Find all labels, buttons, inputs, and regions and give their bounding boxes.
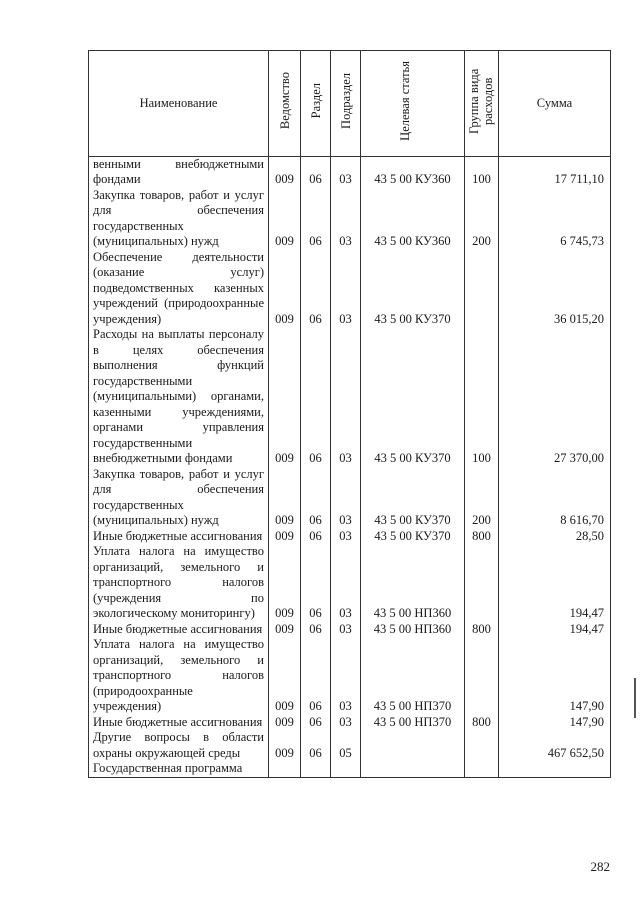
cell-section — [301, 761, 331, 777]
cell-subsection: 03 — [331, 327, 361, 467]
budget-table — [88, 50, 611, 778]
cell-dept: 009 — [269, 250, 301, 328]
header-dept-cell — [269, 51, 301, 157]
cell-subsection: 03 — [331, 544, 361, 622]
cell-dept: 009 — [269, 156, 301, 188]
cell-sum: 28,50 — [499, 529, 611, 545]
scan-edge-mark — [634, 678, 636, 718]
cell-target: 43 5 00 КУ370 — [361, 467, 465, 529]
cell-target — [361, 761, 465, 777]
table-row — [89, 327, 611, 467]
header-dept: Ведомство — [277, 72, 292, 130]
header-group: Группа вида расходов — [466, 68, 495, 134]
cell-group: 800 — [465, 529, 499, 545]
table-row — [89, 188, 611, 250]
cell-section: 06 — [301, 188, 331, 250]
cell-group — [465, 730, 499, 761]
cell-target: 43 5 00 КУ360 — [361, 188, 465, 250]
table-row — [89, 715, 611, 731]
table-row — [89, 761, 611, 777]
cell-name: Государственная программа — [89, 761, 269, 777]
header-group-cell — [465, 51, 499, 157]
cell-group: 800 — [465, 715, 499, 731]
cell-dept: 009 — [269, 529, 301, 545]
cell-sum — [499, 761, 611, 777]
cell-group: 100 — [465, 327, 499, 467]
cell-name: венными внебюджетными фондами — [89, 156, 269, 188]
cell-group — [465, 637, 499, 715]
cell-subsection: 03 — [331, 715, 361, 731]
cell-subsection: 03 — [331, 529, 361, 545]
table-row — [89, 156, 611, 188]
cell-sum: 194,47 — [499, 544, 611, 622]
cell-name: Закупка товаров, работ и услуг для обеспечения государственных (муниципальных) нужд — [89, 188, 269, 250]
cell-sum: 27 370,00 — [499, 327, 611, 467]
cell-dept: 009 — [269, 715, 301, 731]
cell-target: 43 5 00 КУ370 — [361, 327, 465, 467]
cell-target: 43 5 00 КУ360 — [361, 156, 465, 188]
cell-dept: 009 — [269, 327, 301, 467]
cell-sum: 467 652,50 — [499, 730, 611, 761]
cell-name: Уплата налога на имущество организаций, земельного и транспортного налогов (природоохранные учреждения) — [89, 637, 269, 715]
cell-target: 43 5 00 КУ370 — [361, 529, 465, 545]
cell-dept: 009 — [269, 637, 301, 715]
header-section-cell — [301, 51, 331, 157]
cell-sum: 6 745,73 — [499, 188, 611, 250]
cell-group: 100 — [465, 156, 499, 188]
cell-name: Расходы на выплаты персоналу в целях обеспечения выполнения функций государственными (муниципальными) органами, казенными учреждениями, органами управления государственными внебюджетными фондами — [89, 327, 269, 467]
table-row — [89, 622, 611, 638]
table-row — [89, 250, 611, 328]
cell-name: Иные бюджетные ассигнования — [89, 529, 269, 545]
cell-sum: 147,90 — [499, 715, 611, 731]
cell-dept: 009 — [269, 467, 301, 529]
cell-subsection: 03 — [331, 250, 361, 328]
cell-dept — [269, 761, 301, 777]
cell-subsection: 03 — [331, 622, 361, 638]
cell-dept: 009 — [269, 622, 301, 638]
cell-sum: 36 015,20 — [499, 250, 611, 328]
cell-group: 200 — [465, 188, 499, 250]
header-section: Раздел — [308, 83, 323, 119]
cell-group: 200 — [465, 467, 499, 529]
cell-group: 800 — [465, 622, 499, 638]
cell-name: Иные бюджетные ассигнования — [89, 622, 269, 638]
cell-section: 06 — [301, 730, 331, 761]
cell-group — [465, 544, 499, 622]
cell-dept: 009 — [269, 730, 301, 761]
cell-subsection: 03 — [331, 467, 361, 529]
cell-section: 06 — [301, 156, 331, 188]
cell-sum: 8 616,70 — [499, 467, 611, 529]
cell-section: 06 — [301, 327, 331, 467]
cell-section: 06 — [301, 715, 331, 731]
table-row — [89, 529, 611, 545]
table-row — [89, 637, 611, 715]
cell-subsection: 03 — [331, 188, 361, 250]
cell-target: 43 5 00 НП370 — [361, 637, 465, 715]
cell-section: 06 — [301, 637, 331, 715]
cell-name: Другие вопросы в области охраны окружающей среды — [89, 730, 269, 761]
cell-sum: 194,47 — [499, 622, 611, 638]
cell-name: Уплата налога на имущество организаций, земельного и транспортного налогов (учреждения по экологическому мониторингу) — [89, 544, 269, 622]
cell-name: Закупка товаров, работ и услуг для обеспечения государственных (муниципальных) нужд — [89, 467, 269, 529]
table-body — [89, 156, 611, 777]
cell-subsection: 03 — [331, 156, 361, 188]
cell-subsection: 05 — [331, 730, 361, 761]
cell-section: 06 — [301, 529, 331, 545]
cell-sum: 147,90 — [499, 637, 611, 715]
cell-section: 06 — [301, 467, 331, 529]
cell-group — [465, 761, 499, 777]
header-subsection: Подраздел — [338, 73, 353, 129]
cell-subsection — [331, 761, 361, 777]
header-subsection-cell — [331, 51, 361, 157]
header-name: Наименование — [89, 51, 269, 157]
cell-group — [465, 250, 499, 328]
cell-section: 06 — [301, 250, 331, 328]
cell-subsection: 03 — [331, 637, 361, 715]
cell-target: 43 5 00 НП370 — [361, 715, 465, 731]
cell-target: 43 5 00 КУ370 — [361, 250, 465, 328]
cell-section: 06 — [301, 622, 331, 638]
cell-target: 43 5 00 НП360 — [361, 544, 465, 622]
cell-dept: 009 — [269, 544, 301, 622]
table-row — [89, 467, 611, 529]
cell-section: 06 — [301, 544, 331, 622]
cell-name: Иные бюджетные ассигнования — [89, 715, 269, 731]
header-sum: Сумма — [499, 51, 611, 157]
table-row — [89, 730, 611, 761]
page-number: 282 — [590, 859, 610, 874]
header-target: Целевая статья — [397, 61, 412, 141]
table-row — [89, 544, 611, 622]
table-header-row — [89, 51, 611, 157]
cell-name: Обеспечение деятельности (оказание услуг) подведомственных казенных учреждений (природоохранные учреждения) — [89, 250, 269, 328]
cell-target — [361, 730, 465, 761]
header-target-cell — [361, 51, 465, 157]
cell-target: 43 5 00 НП360 — [361, 622, 465, 638]
cell-sum: 17 711,10 — [499, 156, 611, 188]
cell-dept: 009 — [269, 188, 301, 250]
